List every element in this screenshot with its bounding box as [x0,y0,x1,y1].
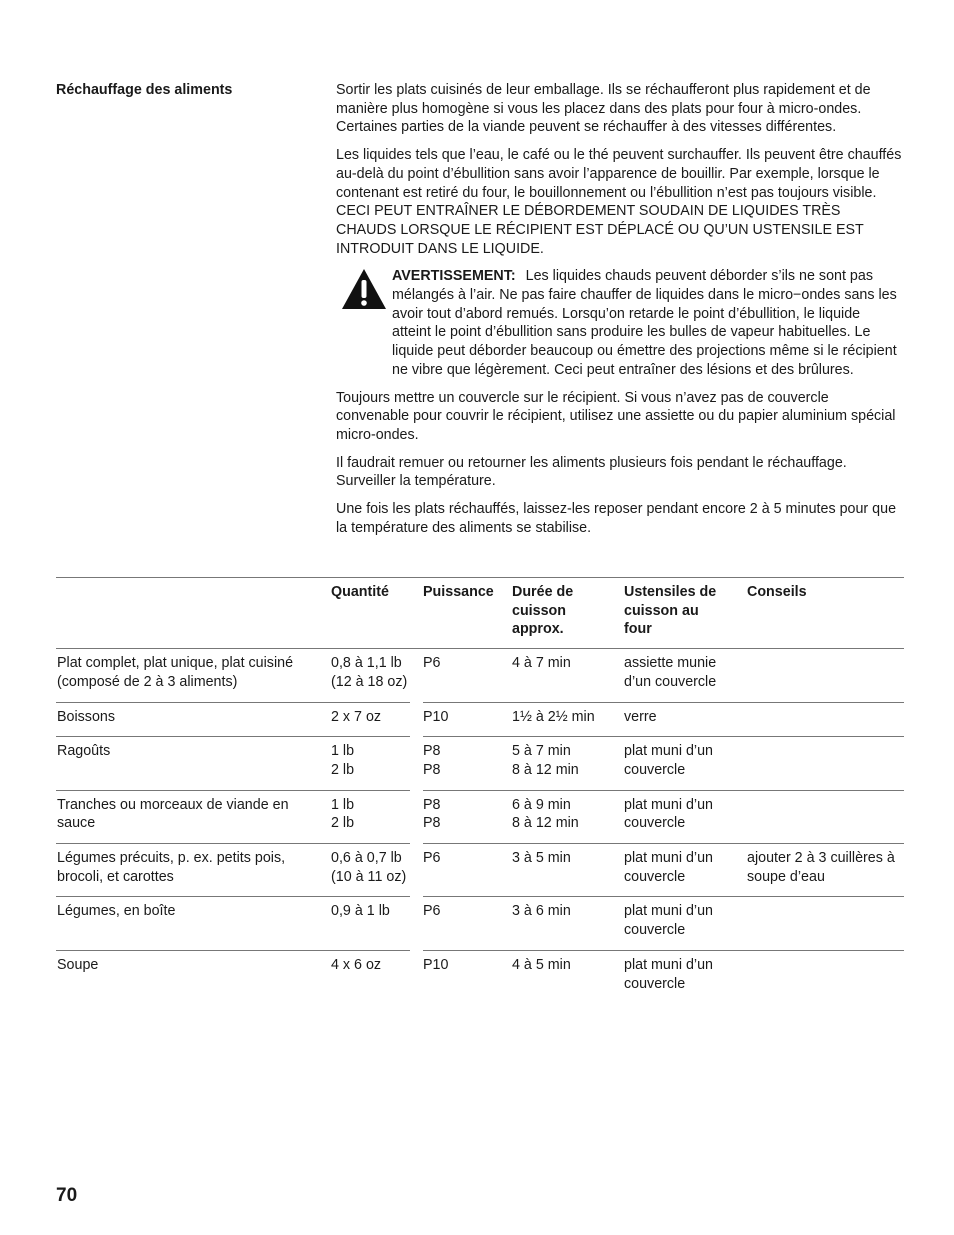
cell-line: 3 à 5 min [512,850,571,867]
reheating-table [56,577,899,1003]
cell-utensils [624,951,747,1003]
header-food [56,577,327,649]
cell-tips [747,791,904,844]
table-row [56,844,904,897]
cell-power [423,737,512,790]
cell-gap [410,737,423,790]
cell-tips [747,844,904,897]
cell-time [512,844,624,897]
cell-line: 6 à 9 min [512,796,571,813]
cell-line: brocoli, et carottes [57,868,174,885]
cell-line: (10 à 11 oz) [331,868,407,885]
cell-gap [410,649,423,702]
warning-block [336,267,902,379]
cell-food [56,737,327,790]
cell-power [423,897,512,950]
cell-line: Tranches ou morceaux de viande en [57,796,289,813]
cell-gap [410,791,423,844]
cell-line: 0,6 à 0,7 lb [331,850,402,867]
cell-tips [747,897,904,950]
cell-line: Légumes, en boîte [57,903,176,920]
cell-line: Légumes précuits, p. ex. petits pois, [57,850,286,867]
cell-line: 8 à 12 min [512,815,579,832]
cell-line: couvercle [624,922,686,939]
table-row [56,791,904,844]
table-row [56,737,904,790]
cell-line: P8 [423,796,441,813]
header-power: Puissance [423,577,512,649]
reheating-table-grid [56,577,904,1003]
paragraph-unpack: Sortir les plats cuisinés de leur emballage. Ils se réchaufferont plus rapidement et de manière plus homogène si vous les placez dans des plats pour four à micro-ondes. Certaines parties de la viande peuvent se réchauffer à des vitesses différentes. [336,82,871,136]
cell-line: 4 à 5 min [512,956,571,973]
warning-triangle-icon [340,267,388,311]
cell-utensils [624,703,747,738]
paragraph-rest: Une fois les plats réchauffés, laissez-les reposer pendant encore 2 à 5 minutes pour que la température des aliments se stabilise. [336,501,897,536]
cell-line: P10 [423,708,449,725]
paragraph-stir: Il faudrait remuer ou retourner les aliments plusieurs fois pendant le réchauffage. Surveiller la température. [336,454,847,490]
paragraph-superheating: Les liquides tels que l’eau, le café ou le thé peuvent surchauffer. Ils peuvent être chauffés au-delà du point d’ébullition sans avoir l’apparence de bouillir. Par exemple, lorsque le contenant est retiré du four, le bouillonnement ou l’ébullition n’est pas toujours visible. CECI PEUT ENTRAÎNER LE DÉBORDEMENT SOUDAIN DE LIQUIDES TRÈS CHAUDS LORSQUE LE RÉCIPIENT EST DÉPLACÉ OU QU’UN USTENSILE EST INTRODUIT DANS LE LIQUIDE. [336,147,902,257]
cell-line: (composé de 2 à 3 aliments) [57,673,238,690]
paragraph-cover: Toujours mettre un couvercle sur le récipient. Si vous n’avez pas de couvercle convenable pour couvrir le récipient, utilisez une assiette ou du papier aluminium spécial micro-ondes. [336,389,896,443]
cell-utensils [624,791,747,844]
cell-line: soupe d’eau [747,868,825,885]
cell-line: 5 à 7 min [512,743,571,760]
cell-line: P6 [423,655,441,672]
cell-line: 2 lb [331,761,355,778]
cell-line: P6 [423,903,441,920]
cell-line: ajouter 2 à 3 cuillères à [747,850,895,867]
cell-line: d’un couvercle [624,673,717,690]
cell-line: P10 [423,956,449,973]
cell-line: couvercle [624,761,686,778]
cell-line: 1 lb [331,796,355,813]
table-row [56,649,904,702]
cell-line: 2 lb [331,815,355,832]
table-row [56,703,904,738]
cell-line: couvercle [624,868,686,885]
cell-time [512,951,624,1003]
cell-line: P6 [423,850,441,867]
cell-line: verre [624,708,657,725]
cell-food [56,844,327,897]
cell-quantity [327,951,410,1003]
cell-tips [747,737,904,790]
cell-line: P8 [423,815,441,832]
section-body [336,81,902,546]
cell-line: 1½ à 2½ min [512,708,595,725]
header-quantity: Quantité [327,577,410,649]
table-row [56,897,904,950]
cell-food [56,791,327,844]
cell-quantity [327,649,410,702]
cell-time [512,649,624,702]
cell-line: 8 à 12 min [512,761,579,778]
cell-line: Soupe [57,956,99,973]
cell-line: plat muni d’un [624,796,714,813]
cell-quantity [327,737,410,790]
warning-title: AVERTISSEMENT: [392,268,516,285]
cell-quantity [327,844,410,897]
cell-line: 4 x 6 oz [331,956,382,973]
cell-line: Ragoûts [57,743,111,760]
cell-power [423,844,512,897]
cell-line: sauce [57,815,96,832]
cell-line: (12 à 18 oz) [331,673,408,690]
cell-time [512,897,624,950]
cell-quantity [327,791,410,844]
cell-food [56,897,327,950]
table-body [56,649,904,1003]
cell-gap [410,951,423,1003]
cell-food [56,649,327,702]
cell-quantity [327,703,410,738]
cell-utensils [624,844,747,897]
cell-quantity [327,897,410,950]
cell-line: couvercle [624,815,686,832]
header-utensils: Ustensiles de cuisson au four [624,577,747,649]
cell-line: couvercle [624,975,686,992]
cell-utensils [624,897,747,950]
cell-power [423,649,512,702]
cell-gap [410,897,423,950]
cell-power [423,791,512,844]
cell-food [56,703,327,738]
cell-utensils [624,737,747,790]
cell-time [512,791,624,844]
cell-tips [747,951,904,1003]
header-tips: Conseils [747,577,904,649]
cell-line: 1 lb [331,743,355,760]
cell-line: plat muni d’un [624,956,714,973]
header-gap [410,577,423,649]
table-header-row [56,577,904,649]
cell-line: 3 à 6 min [512,903,571,920]
cell-line: P8 [423,743,441,760]
warning-text: Les liquides chauds peuvent déborder s’ils ne sont pas mélangés à l’air. Ne pas faire chauffer de liquides dans le micro−ondes sans les avoir tout d’abord remués. Lorsqu’on retarde le point d’ébullition, le liquide atteint le point d’ébullition sans produire les bulles de vapeur habituelles. Le liquide peut déborder beaucoup ou émettre des projections même si le récipient ne vibre que légèrement. Ceci peut entraîner des lésions et des brûlures. [392,268,897,378]
cell-line: Plat complet, plat unique, plat cuisiné [57,655,294,672]
cell-time [512,703,624,738]
cell-line: Boissons [57,708,116,725]
cell-line: 0,9 à 1 lb [331,903,390,920]
cell-power [423,951,512,1003]
page-number: 70 [56,1185,78,1206]
section-heading: Réchauffage des aliments [56,82,233,98]
cell-line: plat muni d’un [624,743,714,760]
cell-tips [747,703,904,738]
header-time: Durée de cuisson approx. [512,577,624,649]
cell-utensils [624,649,747,702]
cell-food [56,951,327,1003]
cell-line: 2 x 7 oz [331,708,382,725]
cell-line: plat muni d’un [624,903,714,920]
cell-line: plat muni d’un [624,850,714,867]
cell-line: P8 [423,761,441,778]
cell-time [512,737,624,790]
cell-line: assiette munie [624,655,717,672]
cell-tips [747,649,904,702]
cell-line: 0,8 à 1,1 lb [331,655,402,672]
cell-gap [410,844,423,897]
cell-power [423,703,512,738]
table-row [56,951,904,1003]
cell-line: 4 à 7 min [512,655,571,672]
cell-gap [410,703,423,738]
